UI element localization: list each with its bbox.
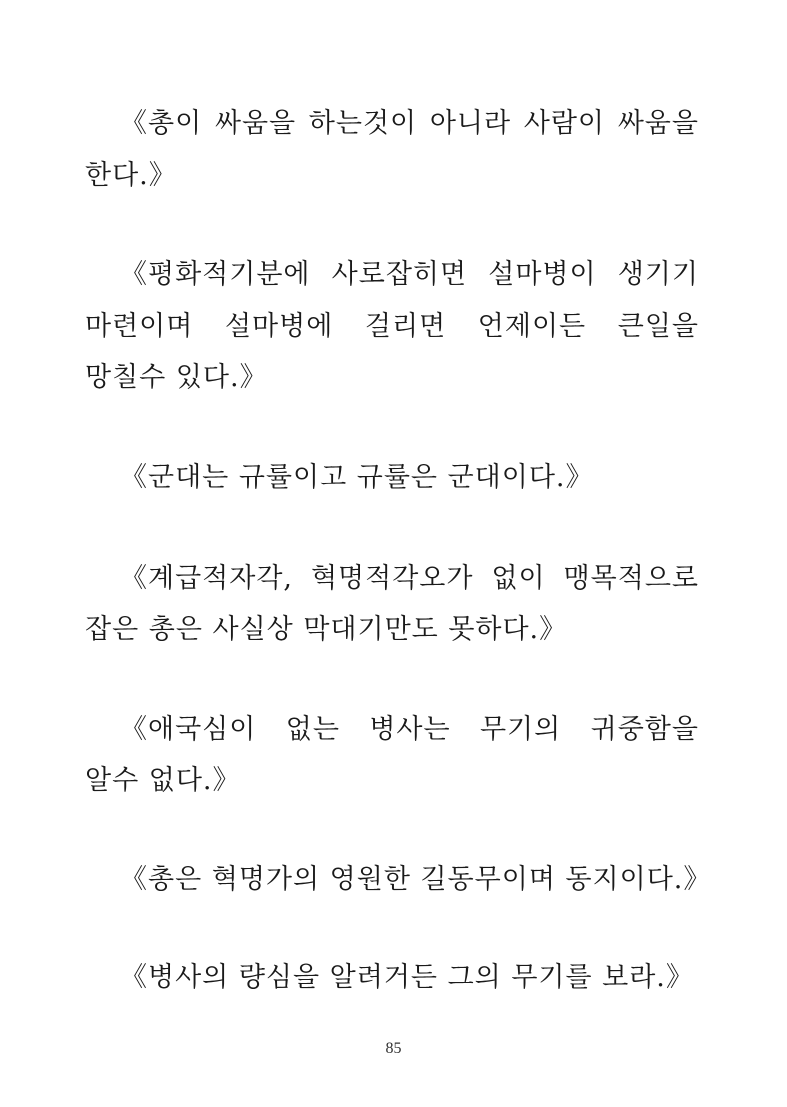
word: 무기의 (479, 714, 562, 745)
paragraph-4-line-2: 잡은 총은 사실상 막대기만도 못하다.》 (85, 614, 568, 645)
word: 하는것이 (308, 108, 418, 139)
word: 혁명적각오가 (310, 563, 474, 594)
paragraph-5-line-2: 알수 없다.》 (85, 765, 241, 796)
word: 언제이든 (477, 311, 587, 342)
paragraph-3-line-1: 《군대는 규률이고 규률은 군대이다.》 (120, 462, 594, 493)
word: 싸움을 (214, 108, 297, 139)
word: 《평화적기분에 (120, 259, 311, 290)
word: 아니라 (429, 108, 512, 139)
paragraph-7-line-1: 《병사의 량심을 알려거든 그의 무기를 보라.》 (120, 962, 694, 993)
word: 설마병이 (488, 259, 597, 290)
word: 맹목적으로 (563, 563, 699, 594)
paragraph-4-line-1 (120, 559, 699, 599)
paragraph-5-line-1 (120, 710, 699, 750)
word: 설마병에 (224, 311, 334, 342)
word: 싸움을 (617, 108, 699, 139)
word: 큰일을 (617, 311, 699, 342)
paragraph-2-line-2 (85, 307, 699, 347)
paragraph-1-line-1 (120, 104, 699, 144)
word: 없는 (285, 714, 340, 745)
word: 병사는 (369, 714, 451, 745)
word: 《애국심이 (120, 714, 257, 745)
word: 《계급적자각, (120, 563, 293, 594)
page-number: 85 (385, 1040, 402, 1057)
word: 생기기 (617, 259, 699, 290)
word: 없이 (491, 563, 546, 594)
word: 걸리면 (364, 311, 447, 342)
paragraph-2-line-3: 망칠수 있다.》 (85, 362, 268, 393)
word: 마련이며 (85, 311, 194, 342)
word: 《총이 (120, 108, 203, 139)
word: 사람이 (523, 108, 605, 139)
paragraph-6-line-1: 《총은 혁명가의 영원한 길동무이며 동지이다.》 (120, 864, 712, 895)
paragraph-2-line-1 (120, 255, 699, 295)
word: 귀중함을 (590, 714, 699, 745)
word: 사로잡히면 (331, 259, 468, 290)
paragraph-1-line-2: 한다.》 (85, 160, 177, 191)
